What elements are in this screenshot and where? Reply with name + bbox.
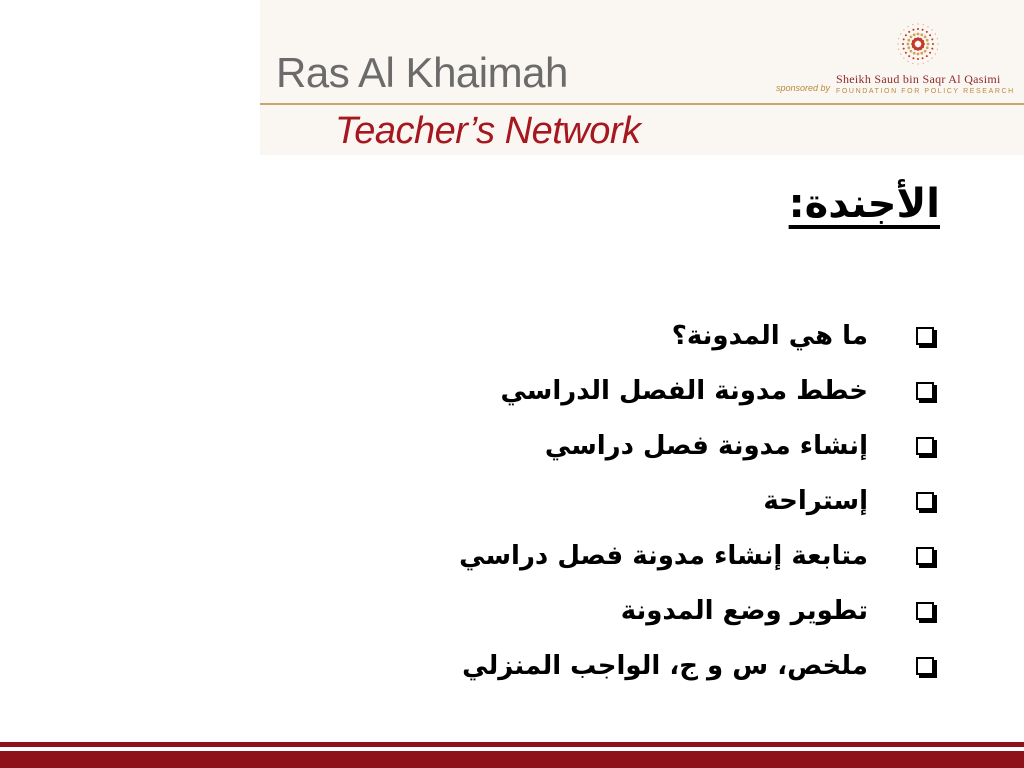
agenda-item-text: خطط مدونة الفصل الدراسي bbox=[500, 375, 868, 406]
agenda-item bbox=[294, 473, 934, 528]
checkbox-icon bbox=[916, 492, 934, 510]
footer-band-top bbox=[0, 742, 1024, 747]
footer-band-bottom bbox=[0, 751, 1024, 768]
header-divider bbox=[260, 103, 1024, 105]
checkbox-icon bbox=[916, 547, 934, 565]
checkbox-icon bbox=[916, 437, 934, 455]
brand-subtitle: Teacher’s Network bbox=[335, 110, 641, 152]
sponsor-name: Sheikh Saud bin Saqr Al Qasimi bbox=[836, 72, 1001, 86]
sponsored-by-label: sponsored by bbox=[776, 83, 831, 93]
agenda-heading: الأجندة: bbox=[788, 181, 940, 227]
checkbox-icon bbox=[916, 382, 934, 400]
agenda-item bbox=[294, 638, 934, 693]
checkbox-icon bbox=[916, 602, 934, 620]
brand-title: Ras Al Khaimah bbox=[276, 49, 568, 96]
agenda-item bbox=[294, 308, 934, 363]
sponsor-tagline: FOUNDATION FOR POLICY RESEARCH bbox=[836, 88, 1015, 95]
agenda-item-text: إنشاء مدونة فصل دراسي bbox=[544, 430, 868, 461]
agenda-item bbox=[294, 528, 934, 583]
checkbox-icon bbox=[916, 657, 934, 675]
agenda-item-text: إستراحة bbox=[763, 485, 868, 516]
agenda-list bbox=[294, 308, 934, 693]
agenda-item-text: تطوير وضع المدونة bbox=[620, 595, 868, 626]
agenda-item bbox=[294, 363, 934, 418]
agenda-item-text: متابعة إنشاء مدونة فصل دراسي bbox=[459, 540, 868, 571]
checkbox-icon bbox=[916, 327, 934, 345]
agenda-item-text: ملخص، س و ج، الواجب المنزلي bbox=[462, 650, 868, 681]
starburst-logo-icon bbox=[890, 20, 946, 70]
agenda-item-text: ما هي المدونة؟ bbox=[671, 320, 868, 351]
agenda-item bbox=[294, 418, 934, 473]
agenda-item bbox=[294, 583, 934, 638]
